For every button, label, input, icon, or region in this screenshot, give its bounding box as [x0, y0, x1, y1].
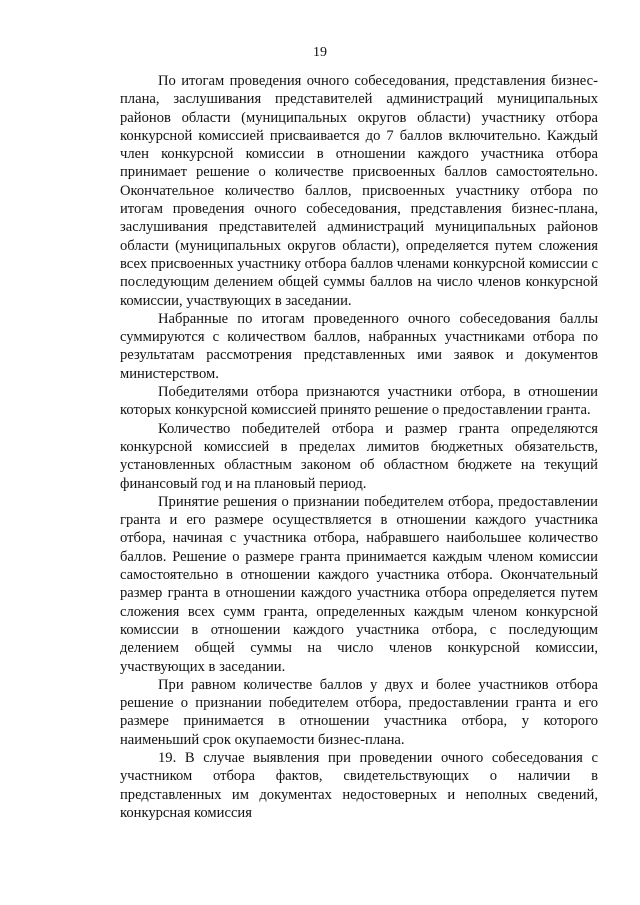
paragraph-scoring-interview: По итогам проведения очного собеседования, представления бизнес-плана, заслушивания представителей администраций муниципальных районов области (муниципальных округов области) участнику отбора конкурсной комиссией присваивается до 7 баллов включительно. Каждый член конкурсной комиссии в отношении каждого участника отбора принимает решение о количестве присвоенных баллов самостоятельно. Окончательное количество баллов, присвоенных участнику отбора по итогам проведения очного собеседования, представления бизнес-плана, заслушивания представителей администраций муниципальных районов области (муниципальных округов области), определяется путем сложения всех присвоенных участнику отбора баллов членами конкурсной комиссии с последующим делением общей суммы баллов на число членов конкурсной комиссии, участвующих в заседании.: [120, 73, 598, 309]
paragraph-winners-count-grant-size: Количество победителей отбора и размер гранта определяются конкурсной комиссией в пределах лимитов бюджетных обязательств, установленных областным законом об областном бюджете на текущий финансовый год и на плановый период.: [120, 420, 598, 492]
paragraph-equal-scores: При равном количестве баллов у двух и более участников отбора решение о признании победителем отбора, предоставлении гранта и его размере принимается в отношении участника отбора, у которого наименьший срок окупаемости бизнес-плана.: [120, 676, 598, 748]
document-body: [120, 72, 598, 822]
paragraph-scores-summation: Набранные по итогам проведенного очного собеседования баллы суммируются с количеством баллов, набранных участниками отбора по результатам рассмотрения представленных ими заявок и документов министерством.: [120, 310, 598, 382]
paragraph-grant-decision: Принятие решения о признании победителем отбора, предоставлении гранта и его размере осуществляется в отношении каждого участника отбора, начиная с участника отбора, набравшего наибольшее количество баллов. Решение о размере гранта принимается каждым членом комиссии самостоятельно в отношении каждого участника отбора. Окончательный размер гранта в отношении каждого участника отбора определяется путем сложения всех сумм гранта, определенных каждым членом конкурсной комиссии в отношении каждого участника отбора, с последующим делением общей суммы на число членов конкурсной комиссии, участвующих в заседании.: [120, 493, 598, 675]
paragraph-winners-definition: Победителями отбора признаются участники отбора, в отношении которых конкурсной комиссией принято решение о предоставлении гранта.: [120, 384, 598, 419]
page-number: 19: [313, 45, 327, 60]
paragraph-item-19: 19. В случае выявления при проведении очного собеседования с участником отбора фактов, свидетельствующих о наличии в представленных им документах недостоверных и неполных сведений, конкурсная комиссия: [120, 749, 598, 821]
